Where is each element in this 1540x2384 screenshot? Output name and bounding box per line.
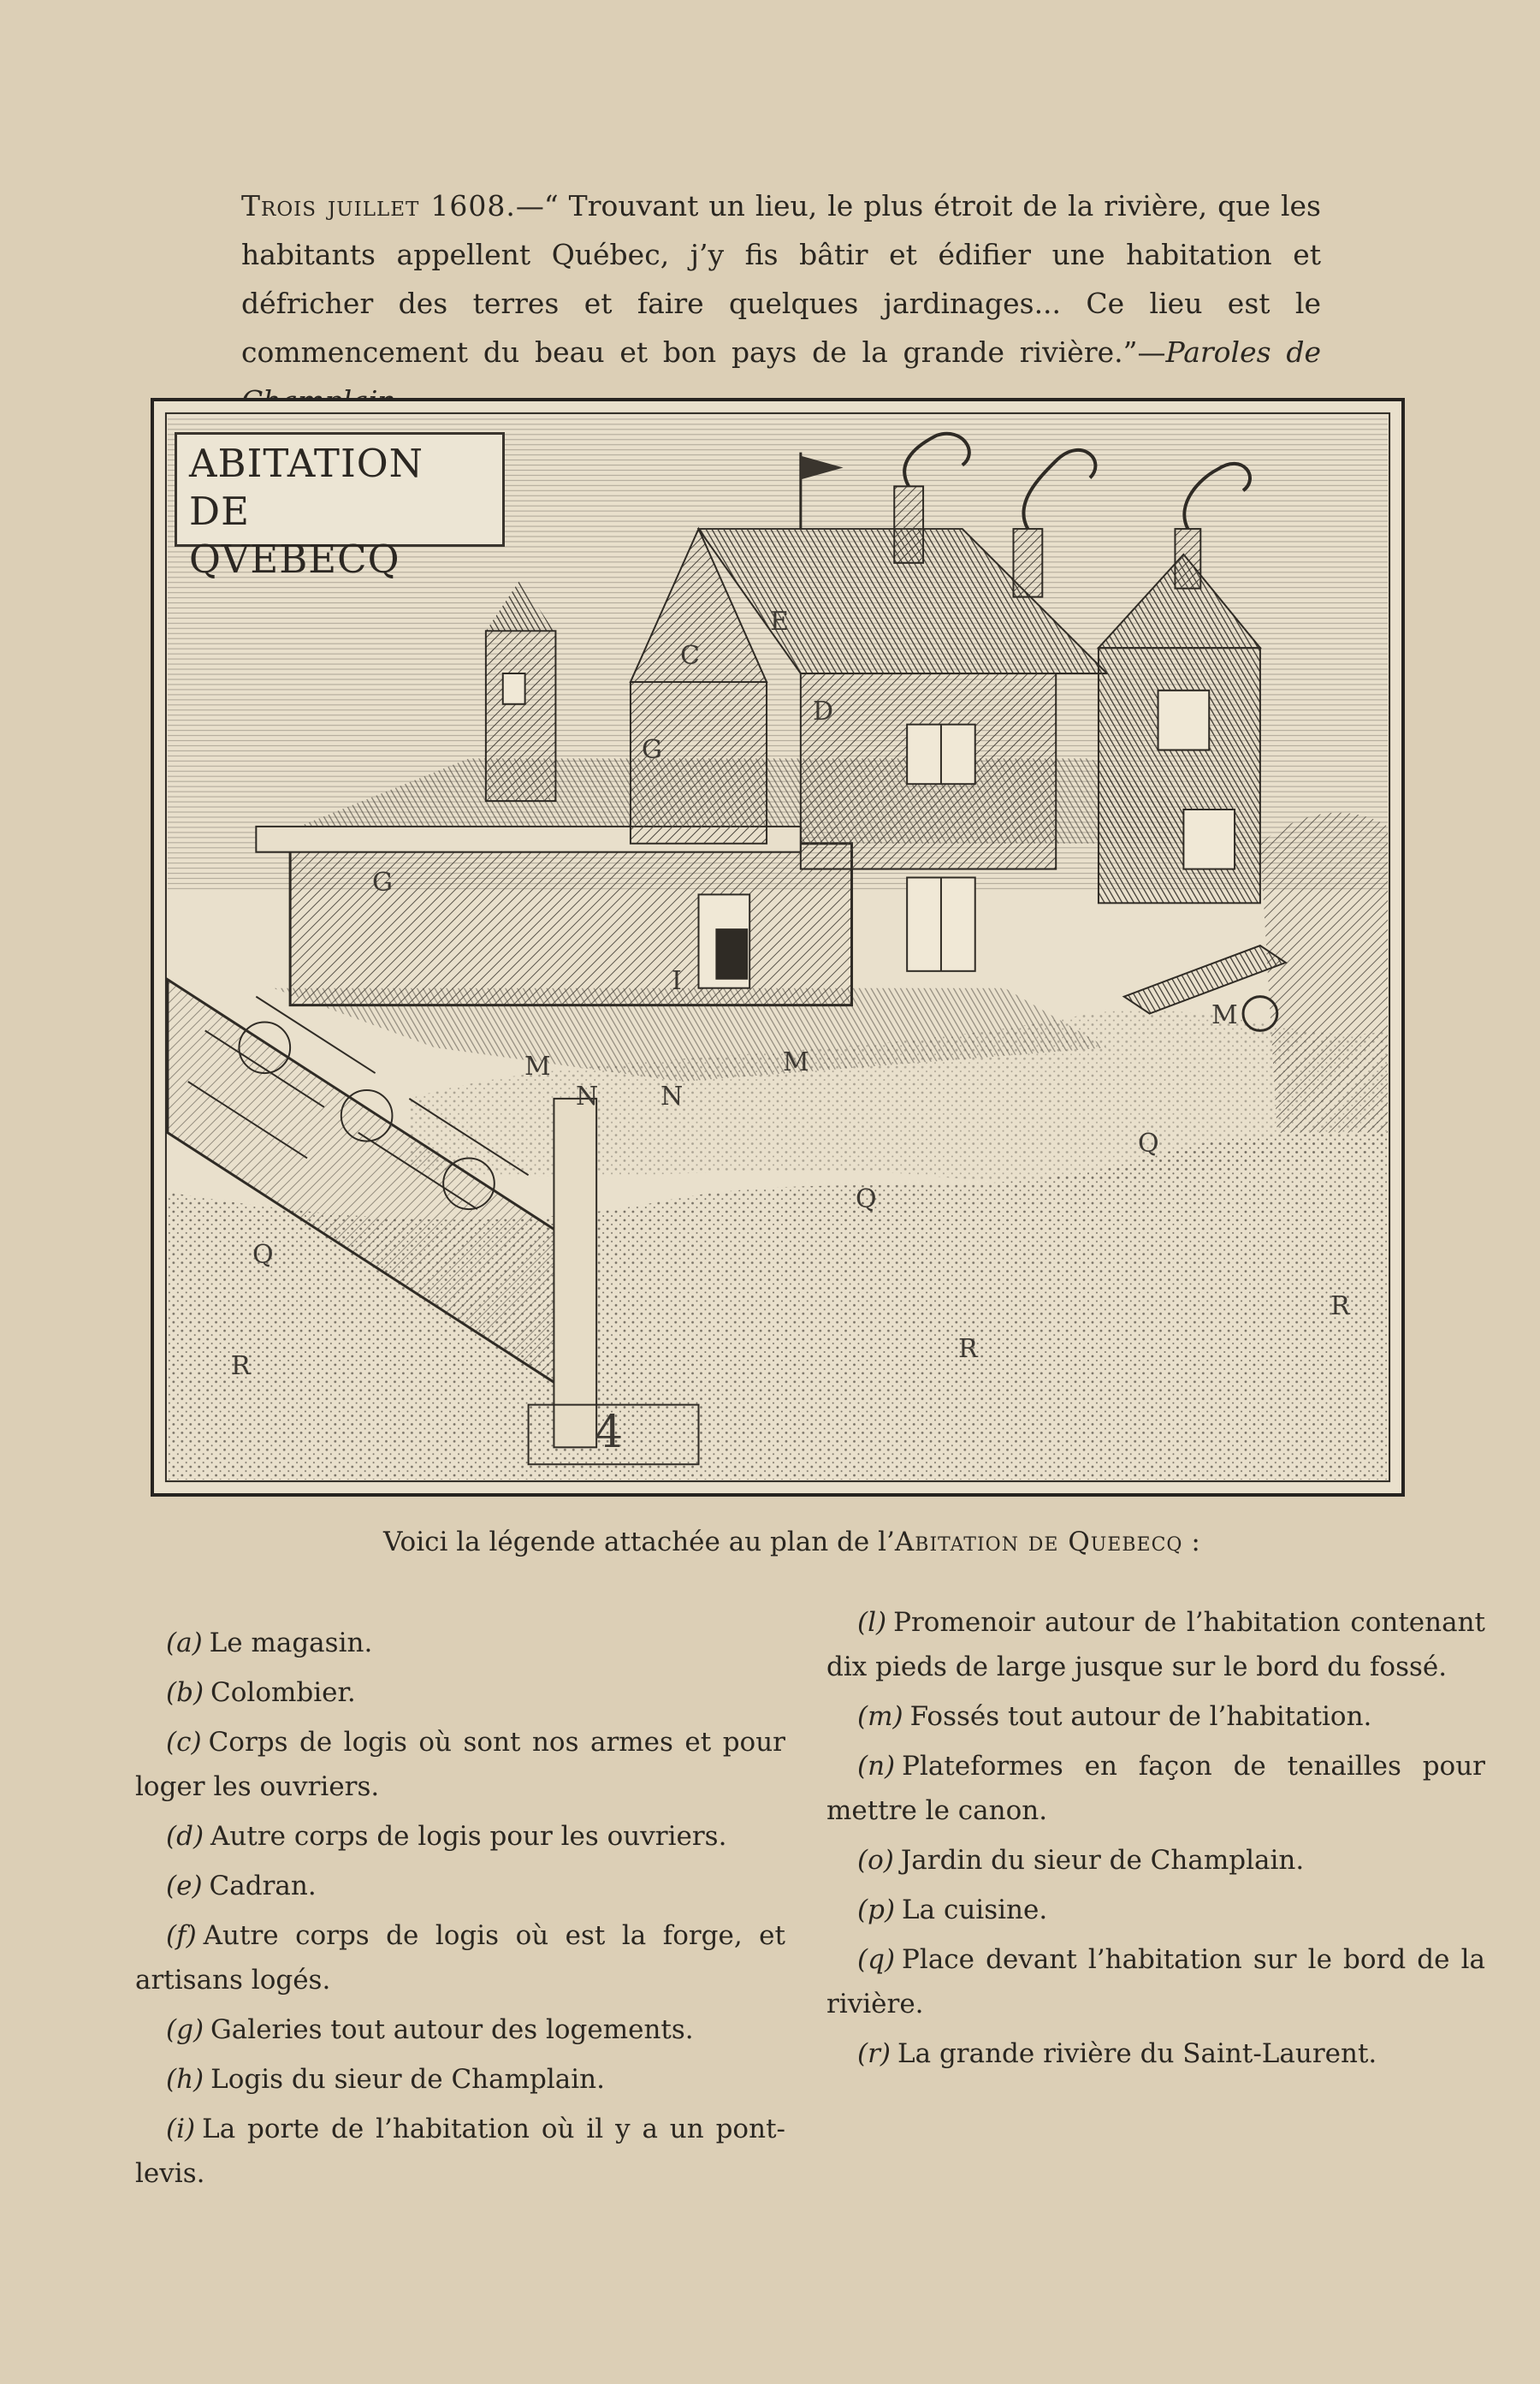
- legend-entry: [135, 2107, 785, 2196]
- figure-letter: M: [1211, 1000, 1238, 1030]
- figure-letter: N: [660, 1082, 684, 1112]
- figure-letter: R: [958, 1334, 978, 1364]
- legend-entry: [826, 1694, 1485, 1739]
- cartouche-line-2: QVEBECQ: [189, 537, 400, 582]
- legend-entry: [135, 1814, 785, 1859]
- legend-intro-text: Voici la légende attachée au plan de l’: [383, 1527, 895, 1557]
- engraving-cartouche: [175, 432, 505, 582]
- legend-text: Corps de logis où sont nos armes et pour loger les ouvriers.: [135, 1727, 785, 1802]
- legend-intro: [383, 1527, 1282, 1557]
- legend-intro-end: :: [1182, 1527, 1200, 1557]
- legend-text: Autre corps de logis pour les ouvriers.: [210, 1821, 727, 1852]
- figure-letter: G: [642, 735, 662, 765]
- legend-text: Plateformes en façon de tenailles pour mettre le canon.: [826, 1751, 1485, 1826]
- legend-key: (i): [166, 2114, 196, 2144]
- cartouche-line-1: ABITATION DE: [189, 441, 424, 534]
- legend-entry: [135, 2007, 785, 2052]
- legend-text: Le magasin.: [209, 1628, 373, 1658]
- legend-entry: [135, 1913, 785, 2002]
- legend-text: Place devant l’habitation sur le bord de la rivière.: [826, 1944, 1485, 2019]
- legend-text: La porte de l’habitation où il y a un pont-levis.: [135, 2114, 785, 2189]
- figure-letter: C: [680, 641, 700, 671]
- figure-letter: R: [1330, 1291, 1350, 1321]
- legend-key: (p): [857, 1895, 896, 1925]
- legend-text: Jardin du sieur de Champlain.: [900, 1845, 1305, 1876]
- legend-key: (b): [166, 1677, 204, 1708]
- legend-text: La cuisine.: [902, 1895, 1048, 1925]
- legend-entry: [826, 1744, 1485, 1833]
- legend-key: (d): [166, 1821, 204, 1852]
- legend-intro-title: Abitation de Quebecq: [894, 1527, 1183, 1557]
- legend-text: Autre corps de logis où est la forge, et artisans logés.: [135, 1920, 785, 1996]
- legend-text: Cadran.: [209, 1871, 317, 1901]
- figure-letter: M: [783, 1047, 809, 1077]
- legend-key: (r): [857, 2038, 891, 2069]
- figure-letter: Q: [252, 1240, 274, 1270]
- legend-key: (e): [166, 1871, 203, 1901]
- legend-entry: [135, 2057, 785, 2102]
- legend-column-right: [826, 1600, 1485, 2081]
- legend-key: (n): [857, 1751, 896, 1782]
- legend-entry: [135, 1621, 785, 1665]
- quote-attribution: Paroles de: [1165, 335, 1322, 369]
- legend-key: (a): [166, 1628, 203, 1658]
- champlain-quote: [241, 181, 1321, 425]
- legend-key: (l): [857, 1607, 887, 1638]
- legend-entry: [826, 1600, 1485, 1689]
- figure-letter: Q: [856, 1184, 877, 1214]
- legend-text: La grande rivière du Saint-Laurent.: [897, 2038, 1377, 2069]
- legend-key: (c): [166, 1727, 202, 1758]
- legend-key: (q): [857, 1944, 896, 1975]
- legend-text: Colombier.: [210, 1677, 356, 1708]
- legend-key: (f): [166, 1920, 197, 1951]
- legend-column-left: [135, 1621, 785, 2201]
- figure-letter: I: [672, 966, 682, 996]
- legend-key: (o): [857, 1845, 894, 1876]
- plate-number: 4: [595, 1407, 624, 1458]
- quote-date: Trois juillet 1608.: [241, 189, 516, 222]
- legend-entry: [135, 1864, 785, 1908]
- legend-text: Logis du sieur de Champlain.: [210, 2064, 605, 2095]
- legend-key: (h): [166, 2064, 204, 2095]
- figure-letter: Q: [1138, 1129, 1159, 1159]
- quote-text: —“ Trouvant un lieu, le plus étroit de la rivière, que les habitants appellent Québec, j’y fis bâtir et édifier une habitation et défricher des terres et faire quelques jardinages... Ce lieu est le commencement du beau et bon pays de la grande rivière.”—: [241, 189, 1321, 369]
- legend-entry: [826, 1888, 1485, 1932]
- legend-key: (m): [857, 1701, 903, 1732]
- figure-letter: E: [770, 607, 789, 637]
- figure-letter: R: [231, 1351, 251, 1381]
- legend-entry: [135, 1720, 785, 1809]
- legend-entry: [826, 1937, 1485, 2026]
- legend-entry: [826, 1838, 1485, 1883]
- legend-key: (g): [166, 2014, 204, 2045]
- legend-text: Fossés tout autour de l’habitation.: [909, 1701, 1372, 1732]
- figure-letter: M: [524, 1052, 551, 1082]
- legend-entry: [826, 2031, 1485, 2076]
- figure-letter: G: [372, 868, 393, 898]
- legend-text: Promenoir autour de l’habitation contenant dix pieds de large jusque sur le bord du fossé.: [826, 1607, 1485, 1682]
- figure-letter: N: [576, 1082, 599, 1112]
- legend-entry: [135, 1670, 785, 1715]
- engraving-abitation-de-quebecq: [151, 398, 1405, 1497]
- figure-letter: D: [813, 697, 834, 726]
- legend-text: Galeries tout autour des logements.: [210, 2014, 694, 2045]
